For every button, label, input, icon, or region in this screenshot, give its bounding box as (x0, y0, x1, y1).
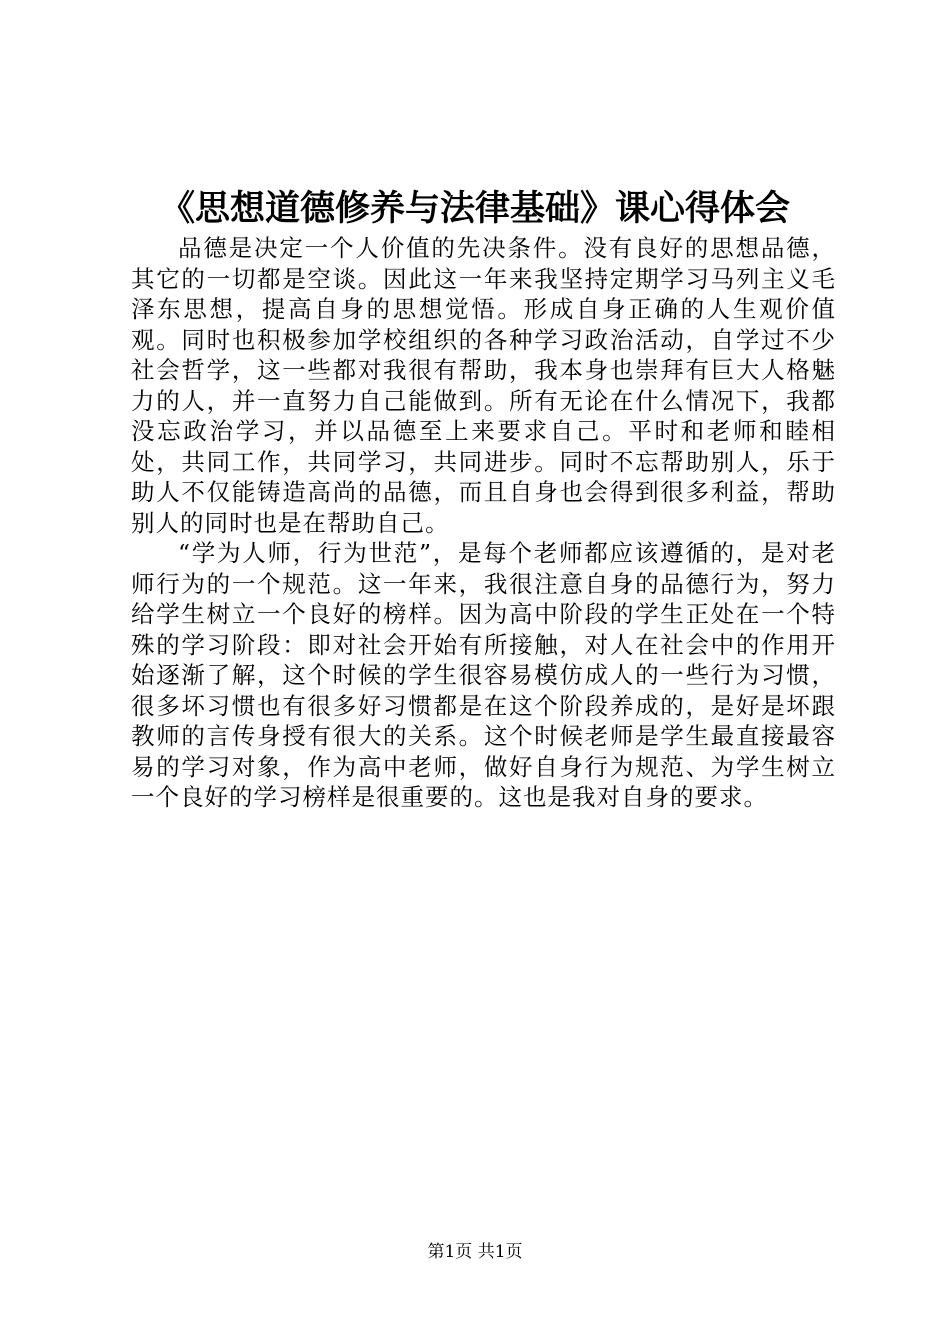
document-body (131, 233, 836, 813)
document-title: 《思想道德修养与法律基础》课心得体会 (159, 188, 790, 229)
paragraph-1: 品德是决定一个人价值的先决条件。没有良好的思想品德，其它的一切都是空谈。因此这一年来我坚持定期学习马列主义毛泽东思想，提高自身的思想觉悟。形成自身正确的人生观价值观。同时也积极参加学校组织的各种学习政治活动，自学过不少社会哲学，这一些都对我很有帮助，我本身也崇拜有巨大人格魅力的人，并一直努力自己能做到。所有无论在什么情况下，我都没忘政治学习，并以品德至上来要求自己。平时和老师和睦相处，共同工作，共同学习，共同进步。同时不忘帮助别人，乐于助人不仅能铸造高尚的品德，而且自身也会得到很多利益，帮助别人的同时也是在帮助自己。 (131, 234, 836, 537)
paragraph-2: “学为人师，行为世范”，是每个老师都应该遵循的，是对老师行为的一个规范。这一年来，我很注意自身的品德行为，努力给学生树立一个良好的榜样。因为高中阶段的学生正处在一个特殊的学习阶段：即对社会开始有所接触，对人在社会中的作用开始逐渐了解，这个时候的学生很容易模仿成人的一些行为习惯，很多坏习惯也有很多好习惯都是在这个阶段养成的，是好是坏跟教师的言传身授有很大的关系。这个时候老师是学生最直接最容易的学习对象，作为高中老师，做好自身行为规范、为学生树立一个良好的学习榜样是很重要的。这也是我对自身的要求。 (131, 539, 836, 811)
page-footer: 第1页 共1页 (427, 1242, 523, 1262)
